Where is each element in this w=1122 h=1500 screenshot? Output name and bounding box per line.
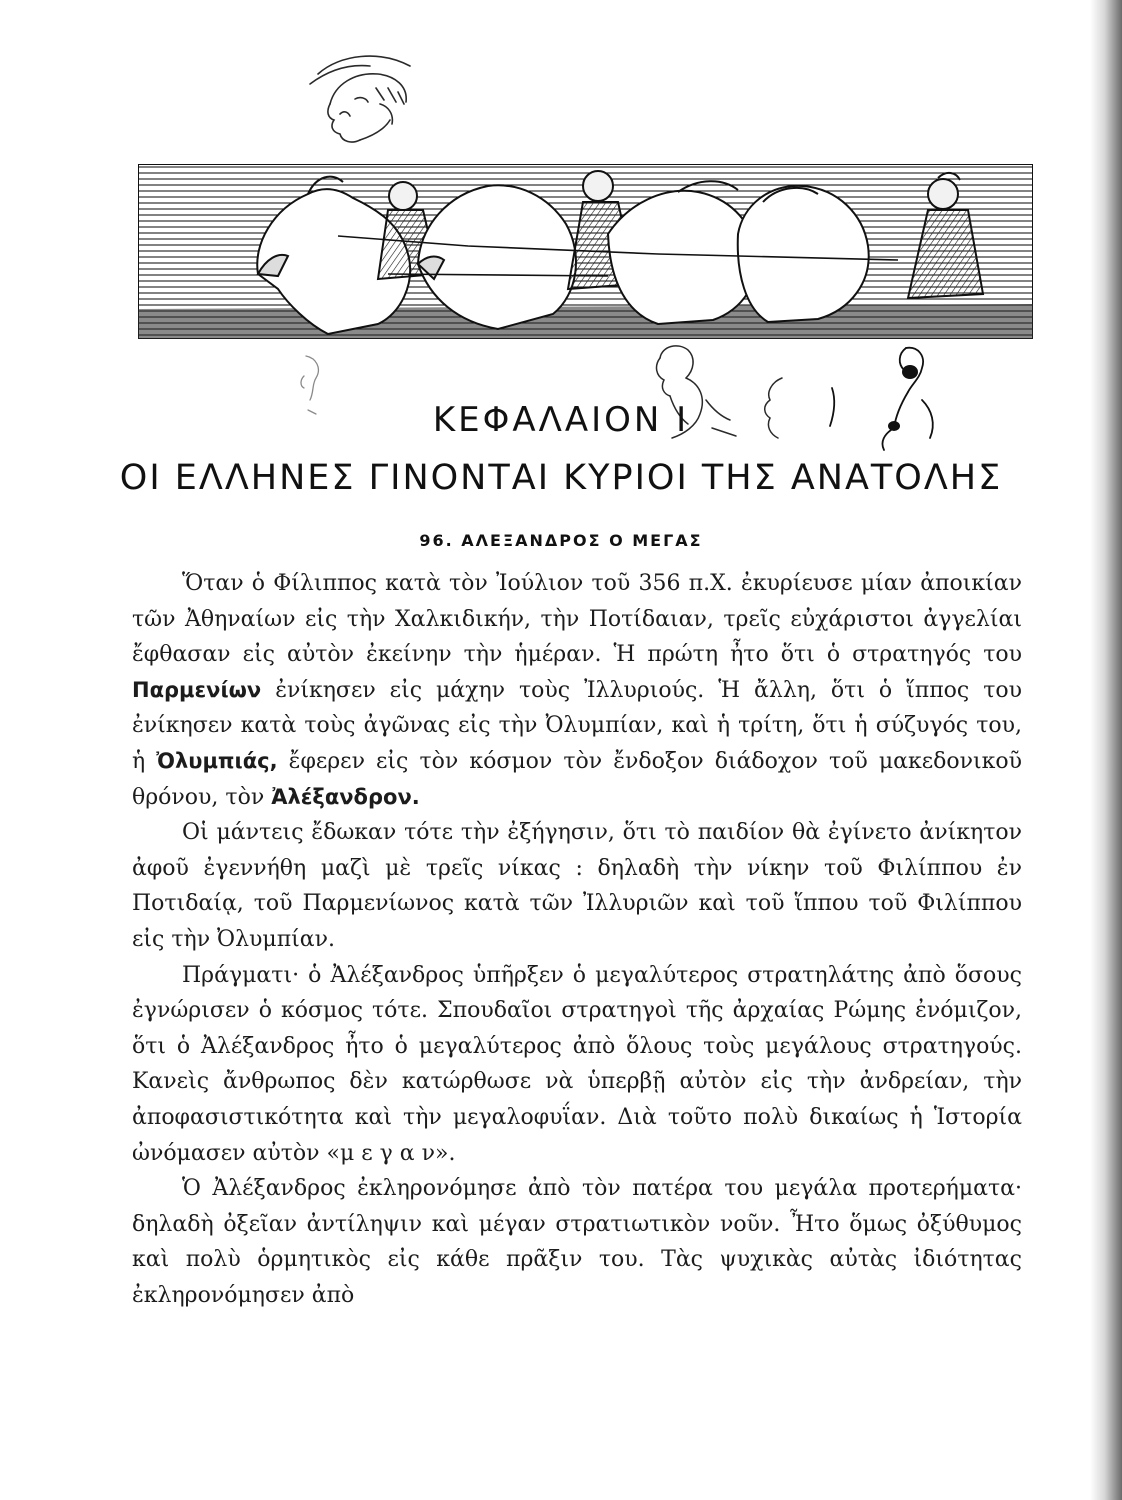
paragraph-1-text-b: ἐνίκησεν εἰς μάχην τοὺς Ἰλλυριούς. Ἡ ἄλλη, ὅτι ὁ ἵππος του ἐνίκησεν κατὰ τοὺς ἀγῶνας εἰς τὴν Ὀλυμπίαν, καὶ ἡ τρίτη, ὅτι ἡ σύζυγός του, ἡ — [132, 677, 1022, 774]
paragraph-2: Οἱ μάντεις ἔδωκαν τότε τὴν ἐξήγησιν, ὅτι τὸ παιδίον θὰ ἐγίνετο ἀνίκητον ἀφοῦ ἐγεννήθη μαζὶ μὲ τρεῖς νίκας : δηλαδὴ τὴν νίκην τοῦ Φιλίππου ἐν Ποτιδαίᾳ, τοῦ Παρμενίωνος κατὰ τῶν Ἰλλυριῶν καὶ τοῦ ἵππου τοῦ Φιλίππου εἰς τὴν Ὀλυμπίαν. — [132, 820, 1022, 952]
paragraph-1 — [132, 566, 1022, 815]
paragraph-4: Ὁ Ἀλέξανδρος ἐκληρονόμησε ἀπὸ τὸν πατέρα του μεγάλα προτερήματα· δηλαδὴ ὀξεῖαν ἀντίληψιν καὶ μέγαν στρατιωτικὸν νοῦν. Ἦτο ὅμως ὀξύθυμος καὶ πολὺ ὁρμητικὸς εἰς κάθε πρᾶξιν του. Τὰς ψυχικὰς αὐτὰς ἰδιότητας ἐκληρονόμησεν ἀπὸ — [132, 1176, 1022, 1308]
section-heading: 96. ΑΛΕΞΑΝΔΡΟΣ Ο ΜΕΓΑΣ — [419, 531, 703, 550]
body-text — [132, 566, 1022, 1313]
name-parmenion: Παρμενίων — [132, 677, 262, 702]
paragraph-1-text-c: ἔφερεν εἰς τὸν κόσμον τὸν ἔνδοξον διάδοχον τοῦ μακεδονικοῦ θρόνου, τὸν — [132, 748, 1022, 810]
name-olympias: Ὀλυμπιάς, — [156, 748, 278, 773]
paragraph-1-text-a: Ὅταν ὁ Φίλιππος κατὰ τὸν Ἰούλιον τοῦ 356 π.Χ. ἐκυρίευσε μίαν ἀποικίαν τῶν Ἀθηναίων εἰς τὴν Χαλκιδικήν, τὴν Ποτίδαιαν, τρεῖς εὐχάριστοι ἀγγελίαι ἔφθασαν εἰς αὐτὸν ἐκείνην τὴν ἡμέραν. Ἡ πρώτη ἦτο ὅτι ὁ στρατηγός του — [132, 571, 1022, 668]
page-edge-shadow — [1090, 0, 1122, 1500]
name-alexander: Ἀλέξανδρον. — [271, 784, 420, 809]
pencil-sketch-head-top — [300, 44, 430, 154]
chapter-label: ΚΕΦΑΛΑΙΟΝ Ι — [432, 400, 690, 440]
paragraph-3: Πράγματι· ὁ Ἀλέξανδρος ὑπῆρξεν ὁ μεγαλύτερος στρατηλάτης ἀπὸ ὅσους ἐγνώρισεν ὁ κόσμος τότε. Σπουδαῖοι στρατηγοὶ τῆς ἀρχαίας Ρώμης ἐνόμιζον, ὅτι ὁ Ἀλέξανδρος ἦτο ὁ μεγαλύτερος ἀπὸ ὅλους τοὺς μεγάλους στρατηγούς. Κανεὶς ἄνθρωπος δὲν κατώρθωσε νὰ ὑπερβῇ αὐτὸν εἰς τὴν ἀνδρείαν, τὴν ἀποφασιστικότητα καὶ τὴν μεγαλοφυΐαν. Διὰ τοῦτο πολὺ δικαίως ἡ Ἱστορία ὠνόμασεν αὐτὸν «μ ε γ α ν». — [132, 962, 1022, 1166]
pencil-sketch-figure-right — [822, 338, 950, 458]
chapter-title: ΟΙ ΕΛΛΗΝΕΣ ΓΙΝΟΝΤΑΙ ΚΥΡΙΟΙ ΤΗΣ ΑΝΑΤΟΛΗΣ — [119, 458, 1003, 498]
horsemen-frieze-illustration — [138, 164, 1033, 339]
